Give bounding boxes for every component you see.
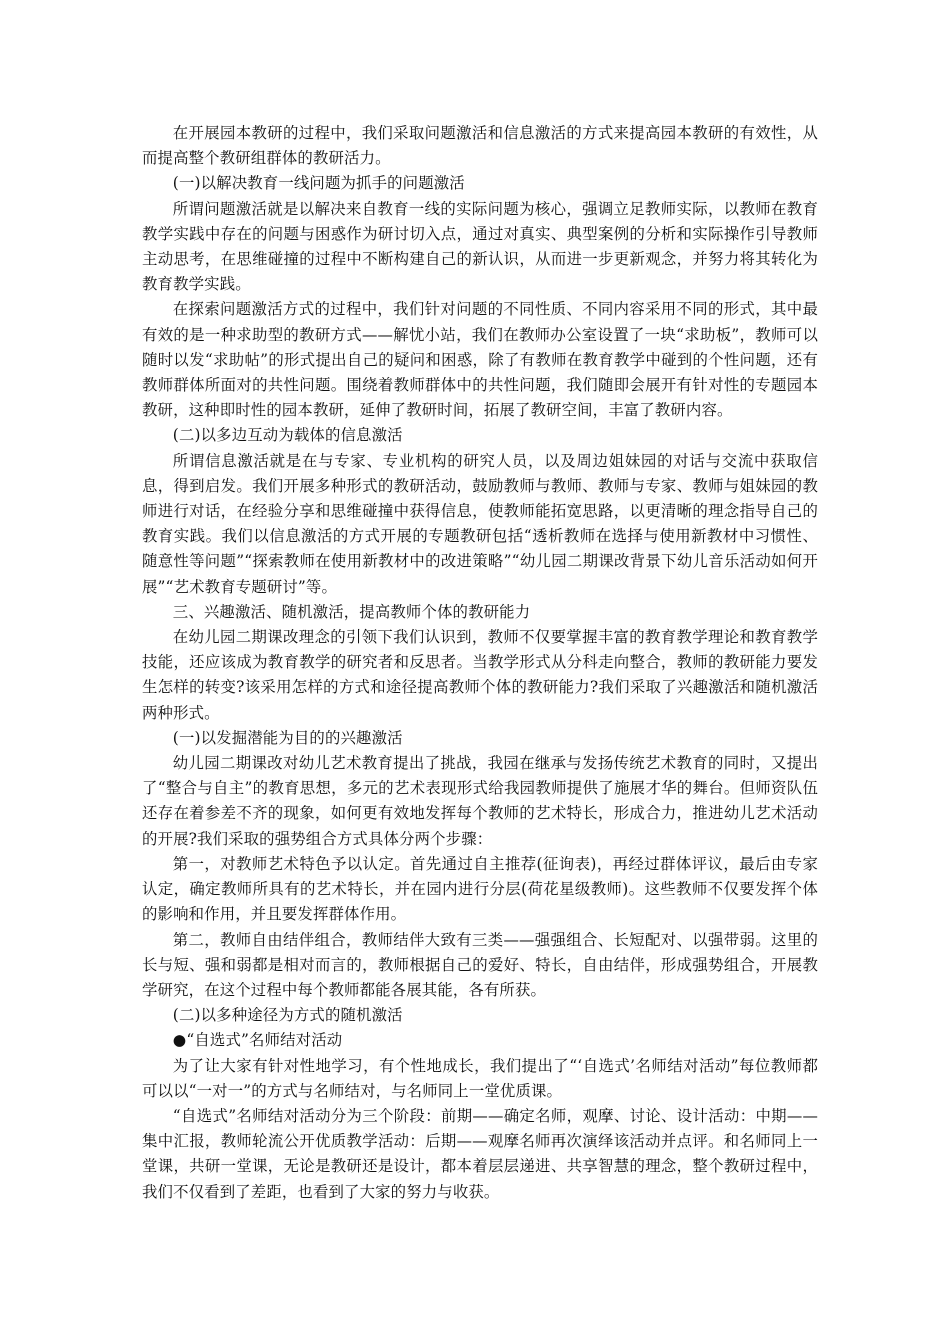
document-body — [142, 121, 818, 1205]
paragraph: 幼儿园二期课改对幼儿艺术教育提出了挑战，我园在继承与发扬传统艺术教育的同时，又提出了“整合与自主”的教育思想，多元的艺术表现形式给我园教师提供了施展才华的舞台。但师资队伍还存在着参差不齐的现象，如何更有效地发挥每个教师的艺术特长，形成合力，推进幼儿艺术活动的开展?我们采取的强势组合方式具体分两个步骤： — [142, 754, 818, 848]
paragraph: 所谓信息激活就是在与专家、专业机构的研究人员，以及周边姐妹园的对话与交流中获取信息，得到启发。我们开展多种形式的教研活动，鼓励教师与教师、教师与专家、教师与姐妹园的教师进行对话，在经验分享和思维碰撞中获得信息，使教师能拓宽思路，以更清晰的理念指导自己的教育实践。我们以信息激活的方式开展的专题教研包括“透析教师在选择与使用新教材中习惯性、随意性等问题”“探索教师在使用新教材中的改进策略”“幼儿园二期课改背景下幼儿音乐活动如何开展”“艺术教育专题研讨”等。 — [142, 451, 818, 596]
paragraph: “自选式”名师结对活动分为三个阶段：前期——确定名师，观摩、讨论、设计活动：中期——集中汇报，教师轮流公开优质教学活动：后期——观摩名师再次演绎该活动并点评。和名师同上一堂课，共研一堂课，无论是教研还是设计，都本着层层递进、共享智慧的理念，整个教研过程中，我们不仅看到了差距，也看到了大家的努力与收获。 — [142, 1106, 818, 1201]
paragraph: 在探索问题激活方式的过程中，我们针对问题的不同性质、不同内容采用不同的形式，其中最有效的是一种求助型的教研方式——解忧小站，我们在教师办公室设置了一块“求助板”，教师可以随时以发“求助帖”的形式提出自己的疑问和困惑，除了有教师在教育教学中碰到的个性问题，还有教师群体所面对的共性问题。围绕着教师群体中的共性问题，我们随即会展开有针对性的专题园本教研，这种即时性的园本教研，延伸了教研时间，拓展了教研空间，丰富了教研内容。 — [142, 300, 818, 420]
bullet-heading: ●“自选式”名师结对活动 — [172, 1031, 343, 1050]
paragraph: 所谓问题激活就是以解决来自教育一线的实际问题为核心，强调立足教师实际，以教师在教育教学实践中存在的问题与困惑作为研讨切入点，通过对真实、典型案例的分析和实际操作引导教师主动思考，在思维碰撞的过程中不断构建自己的新认识，从而进一步更新观念，并努力将其转化为教育教学实践。 — [142, 199, 818, 294]
paragraph: 在开展园本教研的过程中，我们采取问题激活和信息激活的方式来提高园本教研的有效性，从而提高整个教研组群体的教研活力。 — [142, 124, 818, 168]
section-heading: (二)以多种途径为方式的随机激活 — [172, 1006, 403, 1025]
section-heading: (一)以发掘潜能为目的的兴趣激活 — [172, 728, 403, 747]
paragraph: 为了让大家有针对性地学习，有个性地成长，我们提出了“‘自选式’名师结对活动”每位教师都可以以“一对一”的方式与名师结对，与名师同上一堂优质课。 — [142, 1056, 818, 1100]
paragraph: 第二，教师自由结伴组合，教师结伴大致有三类——强强组合、长短配对、以强带弱。这里的长与短、强和弱都是相对而言的，教师根据自己的爱好、特长，自由结伴，形成强势组合，开展教学研究，在这个过程中每个教师都能各展其能，各有所获。 — [142, 930, 818, 999]
paragraph: 第一，对教师艺术特色予以认定。首先通过自主推荐(征询表)，再经过群体评议，最后由专家认定，确定教师所具有的艺术特长，并在园内进行分层(荷花星级教师)。这些教师不仅要发挥个体的影响和作用，并且要发挥群体作用。 — [142, 854, 818, 924]
section-heading: 三、兴趣激活、随机激活，提高教师个体的教研能力 — [172, 602, 531, 621]
section-heading: (二)以多边互动为载体的信息激活 — [172, 426, 403, 445]
paragraph: 在幼儿园二期课改理念的引领下我们认识到，教师不仅要掌握丰富的教育教学理论和教育教学技能，还应该成为教育教学的研究者和反思者。当教学形式从分科走向整合，教师的教研能力要发生怎样的转变?该采用怎样的方式和途径提高教师个体的教研能力?我们采取了兴趣激活和随机激活两种形式。 — [142, 628, 818, 722]
section-heading: (一)以解决教育一线问题为抓手的问题激活 — [172, 174, 465, 193]
